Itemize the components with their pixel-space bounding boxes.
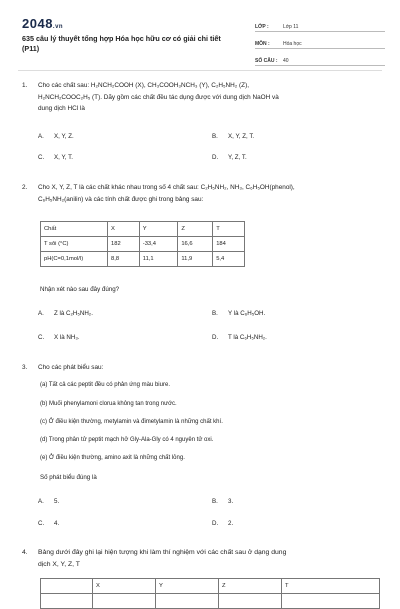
table-row	[41, 594, 380, 609]
question-number: 3.	[22, 364, 28, 371]
option-b[interactable]: B. X, Y, Z, T.	[212, 133, 255, 140]
experiment-table	[40, 578, 380, 609]
meta-row-subject: MÔN : Hóa học	[255, 34, 385, 49]
question-number: 2.	[22, 184, 28, 191]
statement-a: (a) Tất cả các peptit đều có phản ứng màu biure.	[40, 382, 170, 388]
document-header	[0, 0, 400, 70]
option-a[interactable]: A. 5.	[38, 498, 60, 505]
question-text: Bảng dưới đây ghi lại hiện tượng khi làm thí nghiệm với các chất sau ở dạng dung dịch X, Y, Z, T	[38, 549, 287, 568]
option-c[interactable]: C. 4.	[38, 520, 60, 527]
statement-b: (b) Muối phenylamoni clorua không tan trong nước.	[40, 401, 177, 407]
option-c[interactable]: C. X, Y, T.	[38, 154, 73, 161]
option-b[interactable]: B. 3.	[212, 498, 234, 505]
table-row: pH(C=0,1mol/l) 8,8 11,1 11,9 5,4	[41, 252, 245, 267]
question-text: Cho các phát biểu sau:	[38, 364, 104, 371]
question-prompt: Nhận xét nào sau đây đúng?	[40, 286, 120, 293]
meta-row-count: SỐ CÂU : 40	[255, 51, 385, 66]
table-header-row: Chất X Y Z T	[41, 222, 245, 237]
option-d[interactable]: D. T là C₆H₅NH₂.	[212, 334, 267, 341]
question-number: 1.	[22, 82, 28, 89]
header-divider	[18, 70, 382, 71]
document-meta	[255, 17, 385, 68]
document-title: 635 câu lý thuyết tổng hợp Hóa học hữu cơ có giải chi tiết (P11)	[22, 34, 221, 53]
question-number: 4.	[22, 549, 28, 556]
option-d[interactable]: D. 2.	[212, 520, 234, 527]
option-a[interactable]: A. X, Y, Z.	[38, 133, 74, 140]
statement-c: (c) Ở điều kiện thường, metylamin và đimetylamin là những chất khí.	[40, 419, 223, 425]
question-text: Cho các chất sau: H₂NCH₂COOH (X), CH₃COOH₃NCH₃ (Y), C₂H₅NH₂ (Z), H₂NCH₂COOC₂H₅ (T). Dãy gồm các chất đều tác dụng được với dung dịch NaOH và dung dịch HCl là	[38, 82, 279, 112]
option-a[interactable]: A. Z là C₂H₅NH₂.	[38, 310, 93, 317]
table-header-row: X Y Z T	[41, 579, 380, 594]
option-b[interactable]: B. Y là C₆H₅OH.	[212, 310, 266, 317]
meta-row-class: LỚP : Lớp 11	[255, 17, 385, 32]
statement-d: (d) Trong phân tử peptit mạch hở Gly-Ala-Gly có 4 nguyên tử oxi.	[40, 437, 214, 443]
site-logo[interactable]: 2048.vn	[22, 16, 64, 31]
option-c[interactable]: C. X là NH₃.	[38, 334, 80, 341]
option-d[interactable]: D. Y, Z, T.	[212, 154, 247, 161]
properties-table	[40, 221, 245, 267]
table-row: T sôi (°C) 182 -33,4 16,6 184	[41, 237, 245, 252]
question-prompt: Số phát biểu đúng là	[40, 474, 97, 481]
question-text: Cho X, Y, Z, T là các chất khác nhau trong số 4 chất sau: C₂H₅NH₂, NH₃, C₆H₅OH(phenol), C₆H₅NH₂(anilin) và các tính chất được ghi trong bảng sau:	[38, 184, 295, 203]
statement-e: (e) Ở điều kiện thường, amino axit là những chất lỏng.	[40, 455, 185, 461]
